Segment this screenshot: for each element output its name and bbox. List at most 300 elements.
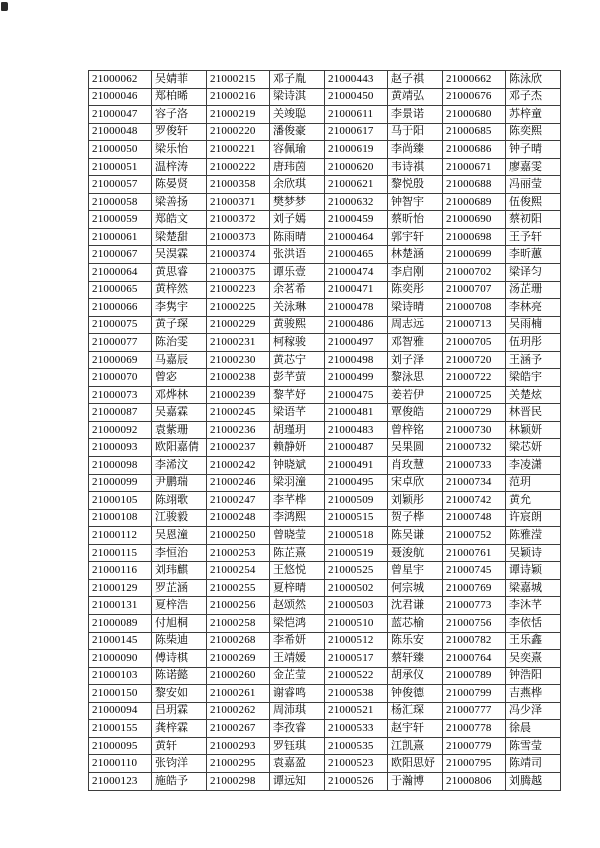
student-name-cell: 黎悦殷: [388, 176, 443, 194]
student-name-cell: 陈翊歌: [152, 492, 207, 510]
student-name-cell: 郭宇轩: [388, 228, 443, 246]
student-id-cell: 21000465: [325, 246, 388, 264]
table-row: [89, 597, 561, 615]
student-name-cell: 陈雨晴: [270, 228, 325, 246]
student-id-cell: 21000509: [325, 492, 388, 510]
student-id-cell: 21000215: [207, 71, 270, 89]
student-name-cell: 黎泳思: [388, 369, 443, 387]
student-name-cell: 王悠悦: [270, 562, 325, 580]
student-name-cell: 胡瑾玥: [270, 421, 325, 439]
student-name-cell: 吴恩潼: [152, 527, 207, 545]
student-name-cell: 黎安如: [152, 685, 207, 703]
table-row: [89, 71, 561, 89]
table-row: [89, 614, 561, 632]
student-name-cell: 吴嘉霖: [152, 404, 207, 422]
student-name-cell: 谭诗颖: [506, 562, 561, 580]
student-table-body: [89, 71, 561, 791]
student-name-cell: 吉燕桦: [506, 685, 561, 703]
student-name-cell: 谭远知: [270, 772, 325, 790]
student-name-cell: 苏梓童: [506, 106, 561, 124]
student-id-cell: 21000246: [207, 474, 270, 492]
student-id-cell: 21000806: [443, 772, 506, 790]
student-name-cell: 冯丽莹: [506, 176, 561, 194]
student-id-cell: 21000237: [207, 439, 270, 457]
student-name-cell: 肖玫慧: [388, 457, 443, 475]
student-id-cell: 21000375: [207, 264, 270, 282]
student-name-cell: 傅诗棋: [152, 650, 207, 668]
student-id-cell: 21000510: [325, 614, 388, 632]
student-name-cell: 林楚涵: [388, 246, 443, 264]
student-name-cell: 尹鹏瑞: [152, 474, 207, 492]
student-id-cell: 21000526: [325, 772, 388, 790]
student-name-cell: 吴颖诗: [506, 544, 561, 562]
student-id-cell: 21000471: [325, 281, 388, 299]
student-name-cell: 陈晏贤: [152, 176, 207, 194]
student-name-cell: 罗芷涵: [152, 579, 207, 597]
student-name-cell: 沈君谦: [388, 597, 443, 615]
student-name-cell: 梁诗晴: [388, 299, 443, 317]
table-row: [89, 211, 561, 229]
student-id-cell: 21000229: [207, 316, 270, 334]
student-id-cell: 21000671: [443, 158, 506, 176]
table-row: [89, 579, 561, 597]
student-id-cell: 21000075: [89, 316, 152, 334]
table-row: [89, 264, 561, 282]
student-name-cell: 关竣聪: [270, 106, 325, 124]
table-row: [89, 158, 561, 176]
student-id-cell: 21000051: [89, 158, 152, 176]
student-id-cell: 21000619: [325, 141, 388, 159]
student-id-cell: 21000253: [207, 544, 270, 562]
student-id-cell: 21000662: [443, 71, 506, 89]
student-id-cell: 21000230: [207, 351, 270, 369]
student-id-cell: 21000293: [207, 737, 270, 755]
student-name-cell: 袁紫珊: [152, 421, 207, 439]
student-id-cell: 21000443: [325, 71, 388, 89]
student-id-cell: 21000295: [207, 755, 270, 773]
student-name-cell: 马嘉辰: [152, 351, 207, 369]
student-name-cell: 余欣琪: [270, 176, 325, 194]
student-name-cell: 赵子祺: [388, 71, 443, 89]
student-id-cell: 21000769: [443, 579, 506, 597]
student-name-cell: 伍俊熙: [506, 193, 561, 211]
student-id-cell: 21000095: [89, 737, 152, 755]
student-name-cell: 梁芯妍: [506, 439, 561, 457]
student-id-cell: 21000260: [207, 667, 270, 685]
student-name-cell: 吴淏霖: [152, 246, 207, 264]
student-name-cell: 罗俊轩: [152, 123, 207, 141]
student-id-cell: 21000523: [325, 755, 388, 773]
student-name-cell: 周志远: [388, 316, 443, 334]
student-roster-table: [88, 70, 561, 791]
student-name-cell: 覃俊皓: [388, 404, 443, 422]
student-id-cell: 21000250: [207, 527, 270, 545]
table-row: [89, 492, 561, 510]
table-row: [89, 650, 561, 668]
student-name-cell: 容佩瑜: [270, 141, 325, 159]
student-id-cell: 21000685: [443, 123, 506, 141]
table-row: [89, 474, 561, 492]
student-name-cell: 陈诺懿: [152, 667, 207, 685]
student-id-cell: 21000067: [89, 246, 152, 264]
student-id-cell: 21000066: [89, 299, 152, 317]
student-name-cell: 黄靖弘: [388, 88, 443, 106]
student-name-cell: 付旭桐: [152, 614, 207, 632]
student-name-cell: 冯少泽: [506, 702, 561, 720]
table-row: [89, 316, 561, 334]
student-id-cell: 21000222: [207, 158, 270, 176]
student-id-cell: 21000092: [89, 421, 152, 439]
student-name-cell: 李浠汶: [152, 457, 207, 475]
student-name-cell: 吴雨楠: [506, 316, 561, 334]
student-name-cell: 李孜睿: [270, 720, 325, 738]
student-id-cell: 21000145: [89, 632, 152, 650]
student-id-cell: 21000093: [89, 439, 152, 457]
student-id-cell: 21000777: [443, 702, 506, 720]
student-id-cell: 21000216: [207, 88, 270, 106]
student-name-cell: 李昕蕙: [506, 246, 561, 264]
student-name-cell: 陈雪莹: [506, 737, 561, 755]
student-name-cell: 邓烨林: [152, 386, 207, 404]
table-row: [89, 544, 561, 562]
student-id-cell: 21000225: [207, 299, 270, 317]
student-id-cell: 21000517: [325, 650, 388, 668]
student-name-cell: 李芊桦: [270, 492, 325, 510]
student-id-cell: 21000733: [443, 457, 506, 475]
table-row: [89, 299, 561, 317]
table-row: [89, 351, 561, 369]
student-id-cell: 21000519: [325, 544, 388, 562]
student-name-cell: 蓝芯榆: [388, 614, 443, 632]
student-id-cell: 21000110: [89, 755, 152, 773]
student-name-cell: 林颖妍: [506, 421, 561, 439]
student-id-cell: 21000486: [325, 316, 388, 334]
student-id-cell: 21000129: [89, 579, 152, 597]
student-id-cell: 21000732: [443, 439, 506, 457]
student-name-cell: 陈靖司: [506, 755, 561, 773]
student-name-cell: 欧阳嘉倩: [152, 439, 207, 457]
screen-corner-artifact: [1, 2, 8, 11]
student-name-cell: 汤芷珊: [506, 281, 561, 299]
student-name-cell: 钟晓斌: [270, 457, 325, 475]
student-name-cell: 刘颖彤: [388, 492, 443, 510]
student-name-cell: 吴果圆: [388, 439, 443, 457]
student-id-cell: 21000725: [443, 386, 506, 404]
student-id-cell: 21000358: [207, 176, 270, 194]
student-name-cell: 容子洛: [152, 106, 207, 124]
student-id-cell: 21000069: [89, 351, 152, 369]
student-name-cell: 黄思睿: [152, 264, 207, 282]
student-id-cell: 21000223: [207, 281, 270, 299]
student-id-cell: 21000046: [89, 88, 152, 106]
student-name-cell: 邓子杰: [506, 88, 561, 106]
table-row: [89, 772, 561, 790]
student-name-cell: 李凌潇: [506, 457, 561, 475]
student-id-cell: 21000761: [443, 544, 506, 562]
student-id-cell: 21000512: [325, 632, 388, 650]
student-id-cell: 21000764: [443, 650, 506, 668]
student-name-cell: 刘腾越: [506, 772, 561, 790]
student-name-cell: 江骏毅: [152, 509, 207, 527]
student-id-cell: 21000789: [443, 667, 506, 685]
student-id-cell: 21000269: [207, 650, 270, 668]
student-id-cell: 21000795: [443, 755, 506, 773]
table-row: [89, 106, 561, 124]
student-name-cell: 黄梓然: [152, 281, 207, 299]
student-id-cell: 21000245: [207, 404, 270, 422]
student-id-cell: 21000498: [325, 351, 388, 369]
student-id-cell: 21000620: [325, 158, 388, 176]
student-name-cell: 梁语芊: [270, 404, 325, 422]
student-id-cell: 21000756: [443, 614, 506, 632]
student-name-cell: 陈奕熙: [506, 123, 561, 141]
student-name-cell: 李依恬: [506, 614, 561, 632]
student-id-cell: 21000050: [89, 141, 152, 159]
student-id-cell: 21000094: [89, 702, 152, 720]
student-id-cell: 21000267: [207, 720, 270, 738]
student-name-cell: 邓智雅: [388, 334, 443, 352]
student-id-cell: 21000521: [325, 702, 388, 720]
student-id-cell: 21000491: [325, 457, 388, 475]
student-name-cell: 黄骏熙: [270, 316, 325, 334]
student-name-cell: 陈柴迪: [152, 632, 207, 650]
student-id-cell: 21000256: [207, 597, 270, 615]
student-name-cell: 吴奕熹: [506, 650, 561, 668]
student-id-cell: 21000258: [207, 614, 270, 632]
student-id-cell: 21000077: [89, 334, 152, 352]
student-id-cell: 21000464: [325, 228, 388, 246]
student-id-cell: 21000268: [207, 632, 270, 650]
student-id-cell: 21000236: [207, 421, 270, 439]
student-id-cell: 21000680: [443, 106, 506, 124]
student-name-cell: 陈雅滢: [506, 527, 561, 545]
student-id-cell: 21000155: [89, 720, 152, 738]
student-id-cell: 21000070: [89, 369, 152, 387]
student-name-cell: 关泳琳: [270, 299, 325, 317]
student-id-cell: 21000522: [325, 667, 388, 685]
student-id-cell: 21000722: [443, 369, 506, 387]
student-id-cell: 21000064: [89, 264, 152, 282]
student-id-cell: 21000255: [207, 579, 270, 597]
student-id-cell: 21000676: [443, 88, 506, 106]
student-id-cell: 21000087: [89, 404, 152, 422]
student-id-cell: 21000699: [443, 246, 506, 264]
student-name-cell: 欧阳思妤: [388, 755, 443, 773]
student-name-cell: 陈芷熹: [270, 544, 325, 562]
student-id-cell: 21000525: [325, 562, 388, 580]
student-name-cell: 刘子嫣: [270, 211, 325, 229]
student-name-cell: 马于阳: [388, 123, 443, 141]
student-id-cell: 21000374: [207, 246, 270, 264]
student-id-cell: 21000254: [207, 562, 270, 580]
student-name-cell: 龚梓霖: [152, 720, 207, 738]
student-id-cell: 21000221: [207, 141, 270, 159]
student-name-cell: 廖嘉雯: [506, 158, 561, 176]
student-id-cell: 21000779: [443, 737, 506, 755]
student-name-cell: 陈乐安: [388, 632, 443, 650]
student-id-cell: 21000799: [443, 685, 506, 703]
student-id-cell: 21000535: [325, 737, 388, 755]
student-id-cell: 21000372: [207, 211, 270, 229]
student-id-cell: 21000103: [89, 667, 152, 685]
student-id-cell: 21000123: [89, 772, 152, 790]
student-name-cell: 胡承仪: [388, 667, 443, 685]
student-id-cell: 21000231: [207, 334, 270, 352]
student-id-cell: 21000481: [325, 404, 388, 422]
student-id-cell: 21000730: [443, 421, 506, 439]
student-id-cell: 21000248: [207, 509, 270, 527]
student-name-cell: 潘俊豪: [270, 123, 325, 141]
student-name-cell: 梁恺鸿: [270, 614, 325, 632]
student-name-cell: 贺子桦: [388, 509, 443, 527]
student-id-cell: 21000059: [89, 211, 152, 229]
student-id-cell: 21000112: [89, 527, 152, 545]
student-id-cell: 21000089: [89, 614, 152, 632]
student-id-cell: 21000708: [443, 299, 506, 317]
student-name-cell: 蔡昕怡: [388, 211, 443, 229]
student-name-cell: 王涵予: [506, 351, 561, 369]
student-name-cell: 李恒治: [152, 544, 207, 562]
table-row: [89, 176, 561, 194]
student-name-cell: 夏梓晴: [270, 579, 325, 597]
student-id-cell: 21000773: [443, 597, 506, 615]
student-name-cell: 谭乐壹: [270, 264, 325, 282]
student-name-cell: 王予轩: [506, 228, 561, 246]
student-name-cell: 梁诗淇: [270, 88, 325, 106]
student-id-cell: 21000707: [443, 281, 506, 299]
student-name-cell: 韦诗祺: [388, 158, 443, 176]
student-id-cell: 21000734: [443, 474, 506, 492]
table-row: [89, 457, 561, 475]
student-id-cell: 21000150: [89, 685, 152, 703]
student-id-cell: 21000373: [207, 228, 270, 246]
student-name-cell: 余茗希: [270, 281, 325, 299]
student-name-cell: 王靖媛: [270, 650, 325, 668]
student-name-cell: 关楚炫: [506, 386, 561, 404]
student-id-cell: 21000475: [325, 386, 388, 404]
student-id-cell: 21000474: [325, 264, 388, 282]
student-id-cell: 21000450: [325, 88, 388, 106]
student-id-cell: 21000098: [89, 457, 152, 475]
student-name-cell: 姜若伊: [388, 386, 443, 404]
student-name-cell: 李景诺: [388, 106, 443, 124]
student-name-cell: 赵颂然: [270, 597, 325, 615]
student-id-cell: 21000220: [207, 123, 270, 141]
student-name-cell: 夏梓浩: [152, 597, 207, 615]
student-name-cell: 杨汇琛: [388, 702, 443, 720]
student-id-cell: 21000108: [89, 509, 152, 527]
student-name-cell: 黄轩: [152, 737, 207, 755]
student-name-cell: 李鸿熙: [270, 509, 325, 527]
student-id-cell: 21000131: [89, 597, 152, 615]
student-id-cell: 21000698: [443, 228, 506, 246]
student-id-cell: 21000247: [207, 492, 270, 510]
student-name-cell: 温梓涛: [152, 158, 207, 176]
student-id-cell: 21000688: [443, 176, 506, 194]
student-id-cell: 21000713: [443, 316, 506, 334]
student-name-cell: 蔡初阳: [506, 211, 561, 229]
table-row: [89, 632, 561, 650]
student-id-cell: 21000632: [325, 193, 388, 211]
student-name-cell: 谢睿鸣: [270, 685, 325, 703]
table-row: [89, 755, 561, 773]
table-row: [89, 334, 561, 352]
student-name-cell: 周沛琪: [270, 702, 325, 720]
student-name-cell: 罗钰琪: [270, 737, 325, 755]
student-name-cell: 徐晨: [506, 720, 561, 738]
student-id-cell: 21000065: [89, 281, 152, 299]
student-name-cell: 蔡轩臻: [388, 650, 443, 668]
student-id-cell: 21000686: [443, 141, 506, 159]
student-name-cell: 李隽宇: [152, 299, 207, 317]
student-id-cell: 21000729: [443, 404, 506, 422]
student-id-cell: 21000047: [89, 106, 152, 124]
student-name-cell: 何宗城: [388, 579, 443, 597]
student-name-cell: 许宸朗: [506, 509, 561, 527]
table-row: [89, 667, 561, 685]
student-id-cell: 21000073: [89, 386, 152, 404]
student-name-cell: 王乐鑫: [506, 632, 561, 650]
table-row: [89, 527, 561, 545]
student-id-cell: 21000702: [443, 264, 506, 282]
student-name-cell: 江凯熹: [388, 737, 443, 755]
student-name-cell: 黄允: [506, 492, 561, 510]
table-row: [89, 404, 561, 422]
student-id-cell: 21000745: [443, 562, 506, 580]
table-row: [89, 720, 561, 738]
table-row: [89, 246, 561, 264]
student-name-cell: 李启刚: [388, 264, 443, 282]
student-id-cell: 21000689: [443, 193, 506, 211]
student-id-cell: 21000621: [325, 176, 388, 194]
student-id-cell: 21000503: [325, 597, 388, 615]
student-id-cell: 21000690: [443, 211, 506, 229]
table-row: [89, 421, 561, 439]
student-name-cell: 黄芯宁: [270, 351, 325, 369]
student-name-cell: 伍玥彤: [506, 334, 561, 352]
student-name-cell: 张洪语: [270, 246, 325, 264]
student-id-cell: 21000478: [325, 299, 388, 317]
student-name-cell: 梁羽潼: [270, 474, 325, 492]
student-id-cell: 21000090: [89, 650, 152, 668]
student-name-cell: 施皓予: [152, 772, 207, 790]
student-id-cell: 21000115: [89, 544, 152, 562]
student-name-cell: 邓子胤: [270, 71, 325, 89]
student-name-cell: 曾宓: [152, 369, 207, 387]
table-row: [89, 193, 561, 211]
student-id-cell: 21000611: [325, 106, 388, 124]
student-name-cell: 梁嘉城: [506, 579, 561, 597]
student-name-cell: 刘玮麒: [152, 562, 207, 580]
student-name-cell: 李希妍: [270, 632, 325, 650]
student-name-cell: 钟浩阳: [506, 667, 561, 685]
table-row: [89, 369, 561, 387]
student-name-cell: 钟子晴: [506, 141, 561, 159]
student-id-cell: 21000515: [325, 509, 388, 527]
student-name-cell: 梁译匀: [506, 264, 561, 282]
student-name-cell: 吕玥霖: [152, 702, 207, 720]
student-name-cell: 曾梓铭: [388, 421, 443, 439]
student-id-cell: 21000116: [89, 562, 152, 580]
student-id-cell: 21000742: [443, 492, 506, 510]
table-row: [89, 281, 561, 299]
student-id-cell: 21000748: [443, 509, 506, 527]
table-row: [89, 439, 561, 457]
student-name-cell: 梁善扬: [152, 193, 207, 211]
student-id-cell: 21000502: [325, 579, 388, 597]
student-name-cell: 李尚臻: [388, 141, 443, 159]
student-id-cell: 21000371: [207, 193, 270, 211]
